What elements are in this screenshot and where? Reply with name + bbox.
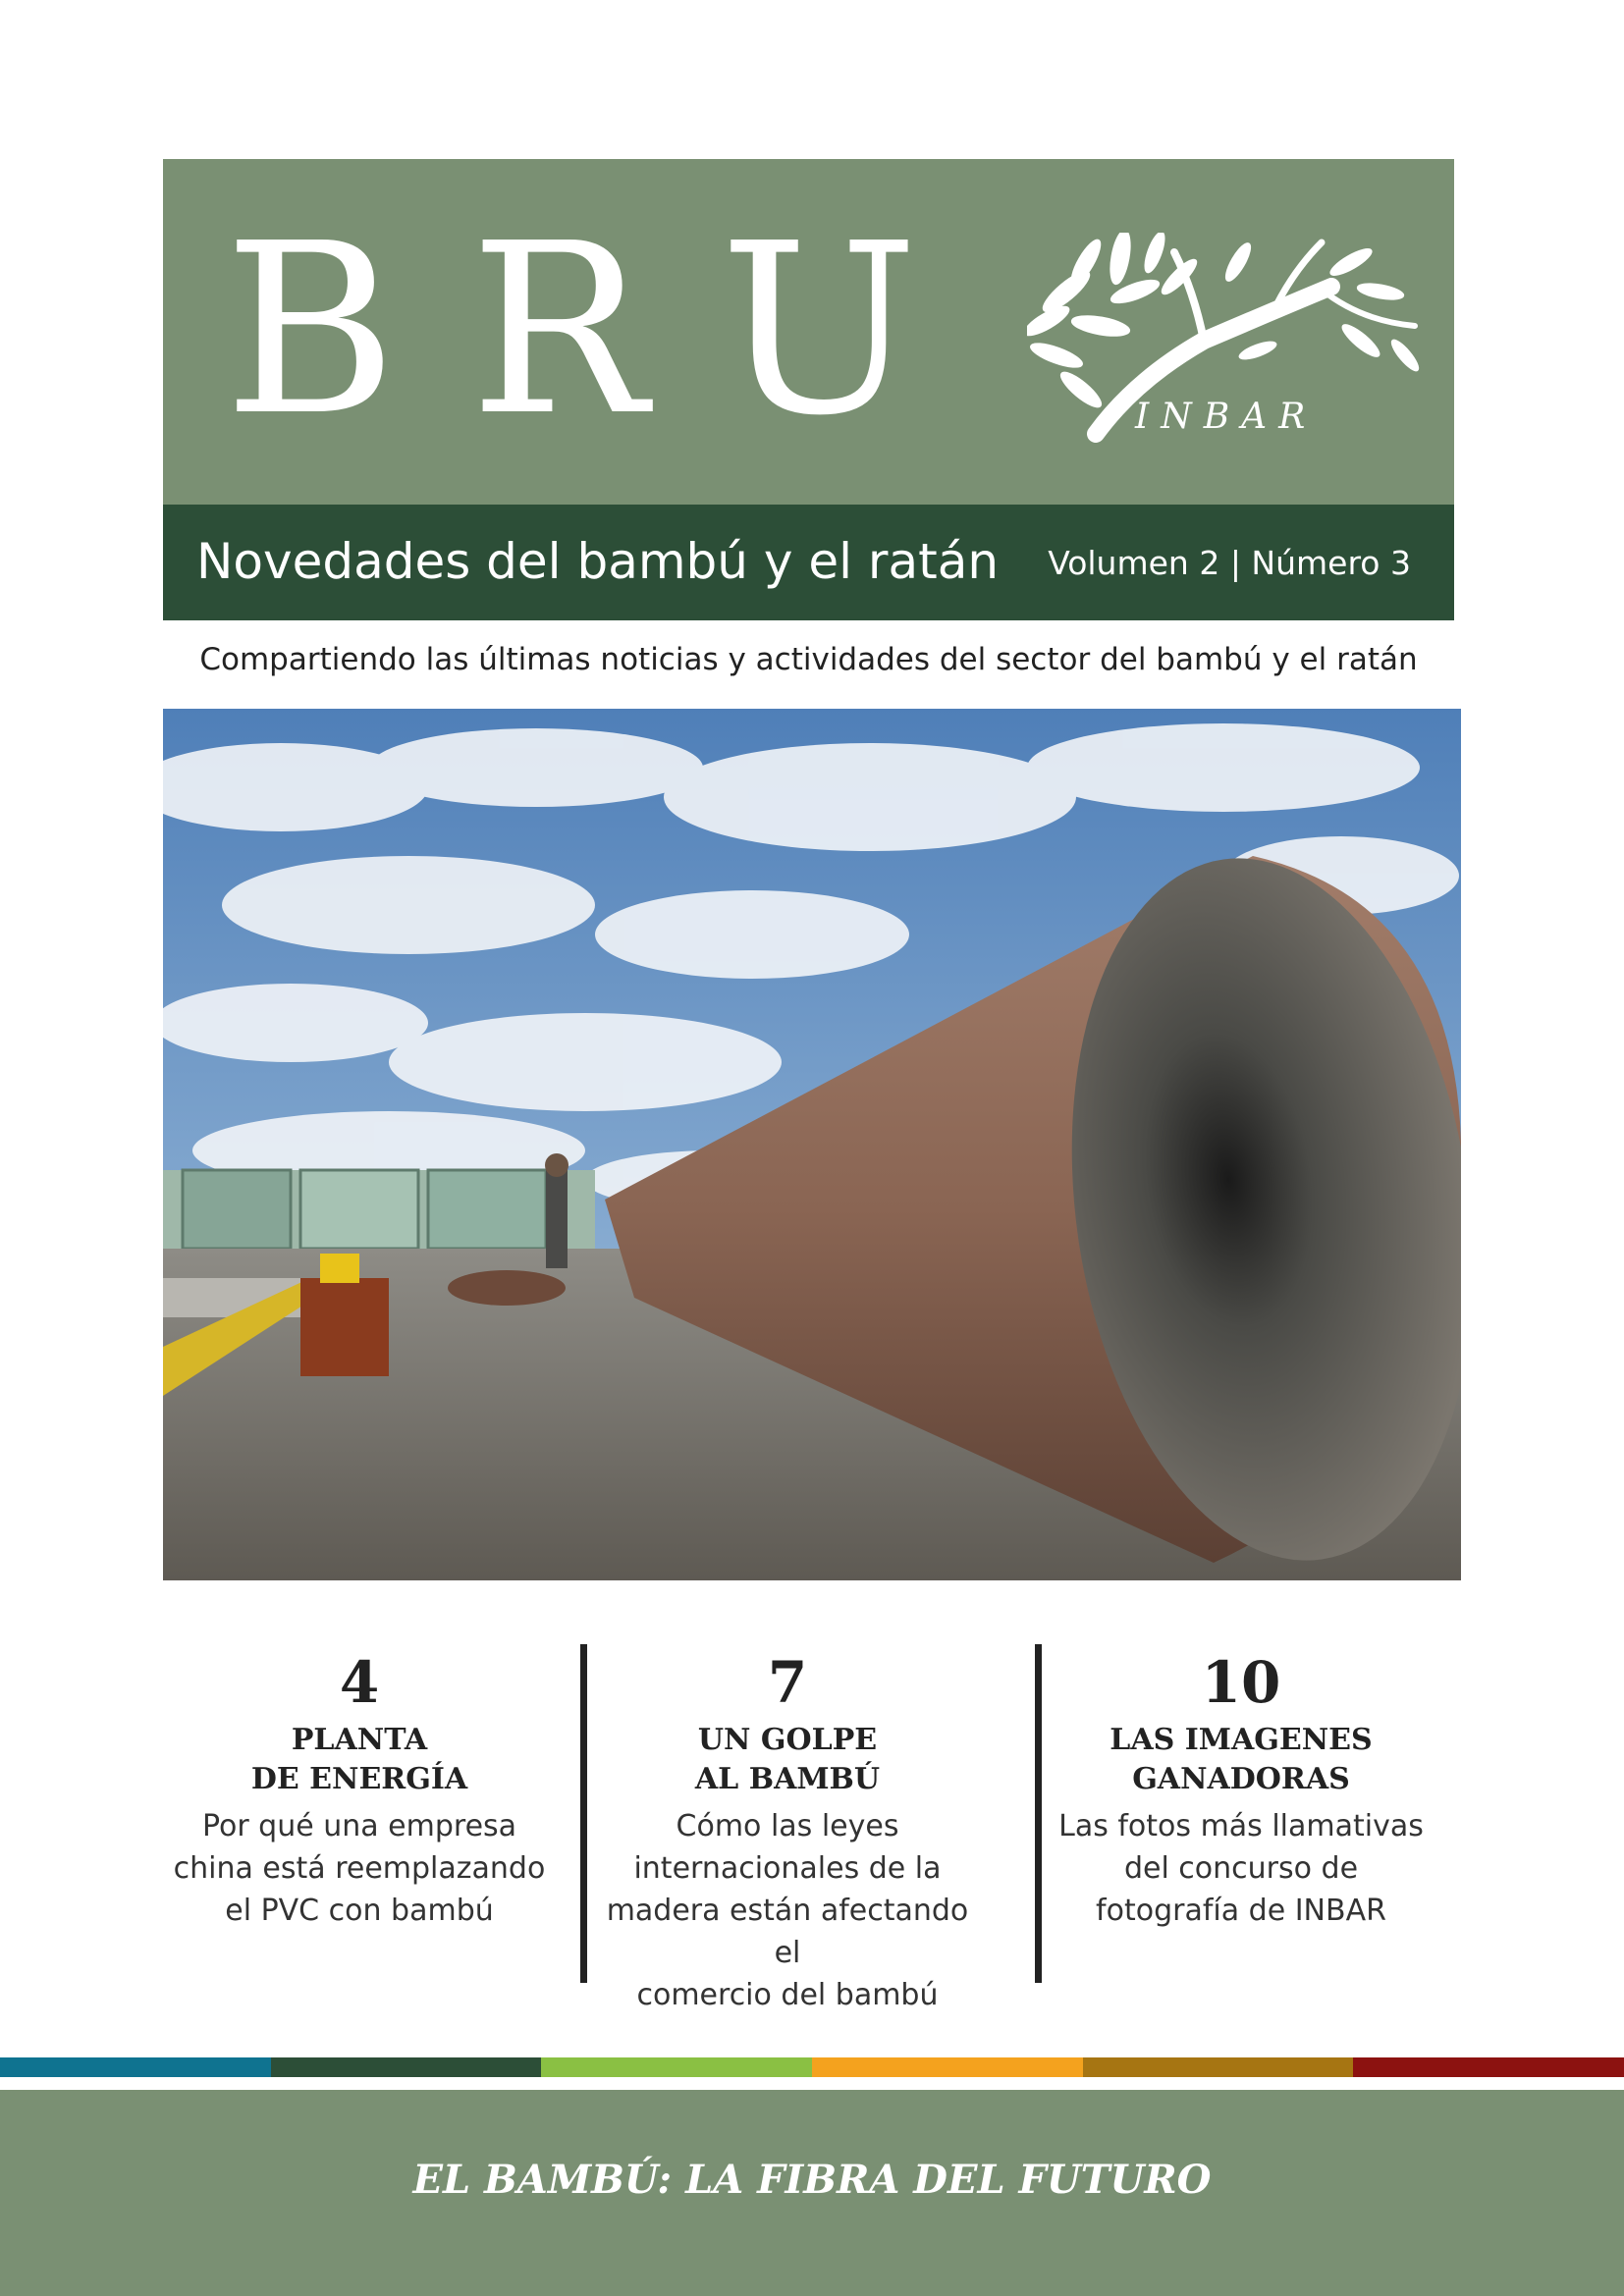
teaser-description: Por qué una empresa china está reemplazando el PVC con bambú [173,1809,546,1928]
stripe [271,2057,542,2077]
brand-title: BRU [224,192,992,467]
teaser-bamboo-blow[interactable] [591,1644,984,2016]
teaser-page-number: 10 [1201,1649,1281,1716]
teaser-description: Las fotos más llamativas del concurso de fotografía de INBAR [1058,1809,1424,1928]
footer-band [0,2090,1624,2296]
footer-slogan: EL BAMBÚ: LA FIBRA DEL FUTURO [412,2157,1212,2203]
teaser-page-number: 4 [339,1649,380,1716]
teasers [163,1644,1461,2012]
column-divider [1035,1644,1042,1983]
stripe [1083,2057,1354,2077]
issue-number: Volumen 2 | Número 3 [1048,544,1411,582]
stripe [1353,2057,1624,2077]
stripe [541,2057,812,2077]
stripe [812,2057,1083,2077]
cover-photo [163,709,1461,1580]
teaser-headline: UN GOLPE AL BAMBÚ [694,1723,881,1796]
newsletter-subtitle: Novedades del bambú y el ratán [196,533,1000,590]
teaser-energy-plant[interactable] [163,1644,556,1932]
teaser-winning-images[interactable] [1045,1644,1437,1932]
teaser-headline: PLANTA DE ENERGÍA [250,1723,468,1796]
tagline: Compartiendo las últimas noticias y actividades del sector del bambú y el ratán [199,642,1418,677]
subtitle-bar [163,505,1454,620]
column-divider [580,1644,587,1983]
inbar-logo-text: INBAR [1135,397,1318,437]
pipe-photo [163,709,1461,1580]
teaser-description: Cómo las leyes internacionales de la madera están afectando el comercio del bambú [606,1809,969,2012]
stripe [0,2057,271,2077]
teaser-page-number: 7 [767,1649,808,1716]
masthead [163,159,1454,505]
teaser-headline: LAS IMAGENES GANADORAS [1110,1723,1373,1796]
color-stripes [0,2057,1624,2077]
